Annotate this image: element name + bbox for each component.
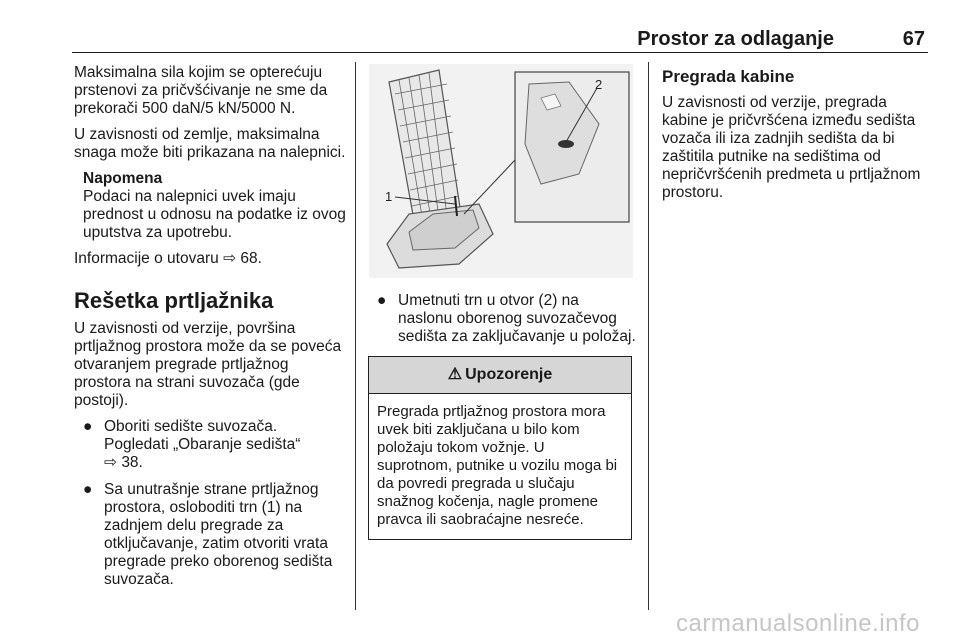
callout-detail-line — [464, 160, 515, 214]
list-item — [368, 292, 636, 346]
list-item — [74, 418, 346, 472]
warning-box — [368, 356, 632, 540]
column-divider-2 — [648, 62, 649, 610]
note-title: Napomena — [83, 170, 163, 187]
warning-text: Pregrada prtljažnog prostora mora uvek biti zaključana u bilo kom položaju tokom vožnje. U suprotnom, putnike u vozilu moga bi da povredi pregrada u slučaju snažnog kočenja, nagle promene pravca ili saobraćajne nesreće. — [377, 403, 618, 528]
bullet-text: Umetnuti trn u otvor (2) na naslonu oborenog suvozačevog sedišta za zaključavanje u položaj. — [398, 292, 636, 345]
watermark: carmanualsonline.info — [676, 610, 920, 637]
figure-label-2: 2 — [595, 77, 603, 92]
warning-header — [369, 357, 631, 394]
bullet-icon: ● — [83, 481, 93, 498]
column-divider-1 — [355, 62, 356, 610]
seat-folding-page-link[interactable]: 38. — [121, 454, 143, 471]
header-rule — [72, 52, 928, 53]
paragraph-load-info — [74, 250, 346, 268]
warning-icon: ⚠ — [447, 366, 463, 383]
page-header — [72, 26, 928, 56]
load-info-text: Informacije o utovaru — [74, 250, 219, 267]
paragraph-luggage-grille: U zavisnosti od verzije, površina prtljažnog prostora može da se poveća otvaranjem pregrade prtljažnog prostora na strani suvozača (gde postoji). — [74, 320, 342, 409]
paragraph-cabin-partition: U zavisnosti od verzije, pregrada kabine je pričvršćena između sedišta vozača ili iza zadnjih sedišta da bi zaštitila putnike na sedištima od nepričvršćenih predmeta u prtljažnom prostoru. — [662, 94, 921, 201]
bullet-icon: ● — [377, 292, 387, 309]
section-title-luggage-grille: Rešetka prtljažnika — [74, 288, 274, 313]
page-title: Prostor za odlaganje — [637, 28, 834, 50]
paragraph-country: U zavisnosti od zemlje, maksimalna snaga može biti prikazana na nalepnici. — [74, 126, 346, 161]
bullet-icon: ● — [83, 418, 93, 435]
list-item — [74, 481, 346, 589]
partition-illustration — [369, 64, 633, 278]
bullet-text: Sa unutrašnje strane prtljažnog prostora, osloboditi trn (1) na zadnjem delu pregrade za otključavanje, zatim otvoriti vrata pregrade preko oborenog sedišta suvozača. — [104, 481, 333, 588]
ref-arrow-icon: ⇨ — [223, 250, 237, 267]
page-number: 67 — [902, 28, 925, 50]
bullet-text: Oboriti sedište suvozača. Pogledati „Obaranje sedišta“ — [104, 418, 301, 453]
paragraph-max-force: Maksimalna sila kojim se opterećuju prstenovi za pričvšćivanje ne sme da prekorači 500 daN/5 kN/5000 N. — [74, 64, 328, 117]
warning-title: Upozorenje — [465, 366, 553, 383]
note-text: Podaci na nalepnici uvek imaju prednost u odnosu na podatke iz ovog uputstva za upotrebu. — [83, 188, 346, 241]
section-title-cabin-partition: Pregrada kabine — [662, 67, 795, 86]
column-1 — [74, 64, 346, 598]
ref-arrow-icon: ⇨ — [104, 454, 117, 471]
load-info-page-link[interactable]: 68. — [240, 250, 262, 267]
illustration-partition-latch — [369, 64, 633, 278]
figure-label-1: 1 — [385, 189, 393, 204]
column-2 — [368, 64, 636, 540]
column-3 — [662, 64, 930, 210]
note-block — [83, 170, 346, 242]
